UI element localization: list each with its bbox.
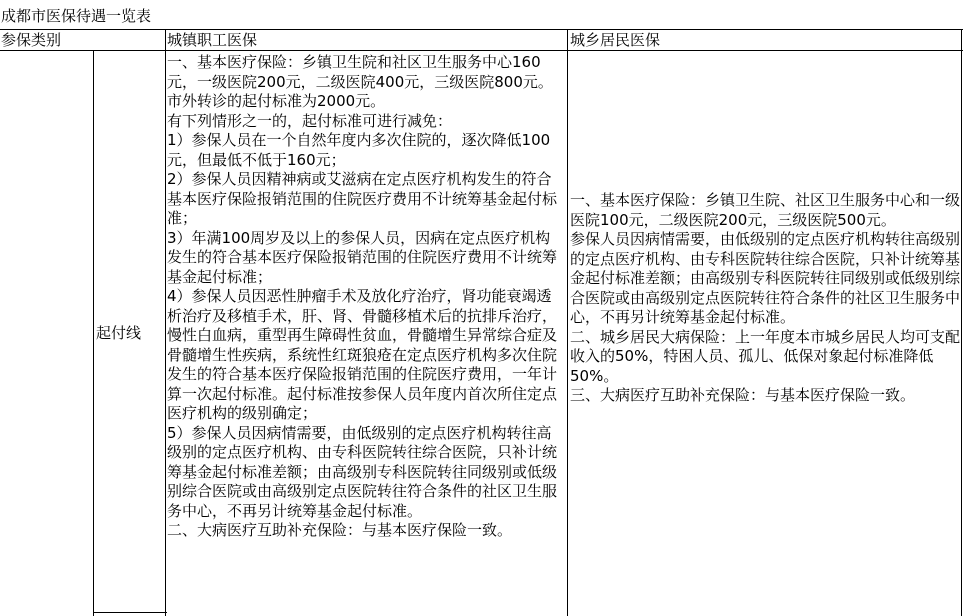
col-divider-employee [165,29,166,616]
table-top-border [0,29,963,30]
employee-para-3: 1）参保人员在一个自然年度内多次住院的，逐次降低100元，但最低不低于160元； [167,131,551,169]
employee-para-6: 4）参保人员因恶性肿瘤手术及放化疗治疗，肾功能衰竭透析治疗及移植手术，肝、肾、骨髓移植术后的抗排斥治疗，慢性白血病，重型再生障碍性贫血，骨髓增生异常综合症及骨髓增生性疾病，系统性红斑狼疮在定点医疗机构多次住院发生的符合基本医疗保险报销范围的住院医疗费用，一年计算一次起付标准。起付标准按参保人员年度内首次所住定点医疗机构的级别确定； [167,287,558,422]
header-bottom-border [0,50,963,51]
col-divider-label [93,50,94,616]
header-resident-insurance: 城乡居民医保 [570,31,661,49]
header-employee-insurance: 城镇职工医保 [167,31,258,49]
employee-para-5: 3）年满100周岁及以上的参保人员，因病在定点医疗机构发生的符合基本医疗保险报销范围的住院医疗费用不计统筹基金起付标准； [167,228,558,286]
employee-para-1: 一、基本医疗保险：乡镇卫生院和社区卫生服务中心160元，一级医院200元，二级医院400元，三级医院800元。市外转诊的起付标准为2000元。 [167,53,553,110]
row-bottom-border [93,612,167,613]
employee-para-7: 5）参保人员因病情需要，由低级别的定点医疗机构转往高级别的定点医疗机构、由专科医院转往综合医院，只补计统筹基金起付标准差额；由高级别专科医院转往同级别或低级别综合医院或由高级别定点医院转往符合条件的社区卫生服务中心，不再另计统筹基金起付标准。 [167,423,558,520]
resident-para-3: 二、城乡居民大病保险：上一年度本市城乡居民人均可支配收入的50%，特困人员、孤儿、低保对象起付标准降低50%。 [570,327,961,385]
resident-deductible-cell [570,191,960,406]
resident-para-2: 参保人员因病情需要，由低级别的定点医疗机构转往高级别的定点医疗机构、由专科医院转往综合医院，只补计统筹基金起付标准差额；由高级别专科医院转往同级别或低级别综合医院或由高级别定点医院转往符合条件的社区卫生服务中心，不再另计统筹基金起付标准。 [570,230,961,326]
table-right-border [961,29,962,616]
employee-deductible-cell [167,53,564,541]
resident-para-1: 一、基本医疗保险：乡镇卫生院、社区卫生服务中心和一级医院100元，二级医院200元，三级医院500元。 [570,191,961,229]
table-title: 成都市医保待遇一览表 [1,7,152,25]
header-category: 参保类别 [1,31,62,49]
employee-para-4: 2）参保人员因精神病或艾滋病在定点医疗机构发生的符合基本医疗保险报销范围的住院医疗费用不计统筹基金起付标准； [167,170,558,227]
employee-para-8: 二、大病医疗互助补充保险：与基本医疗保险一致。 [167,521,513,539]
resident-para-4: 三、大病医疗互助补充保险：与基本医疗保险一致。 [570,386,916,404]
employee-para-2: 有下列情形之一的，起付标准可进行减免： [167,111,453,130]
row-label-deductible: 起付线 [96,324,142,342]
col-divider-resident [567,29,568,616]
